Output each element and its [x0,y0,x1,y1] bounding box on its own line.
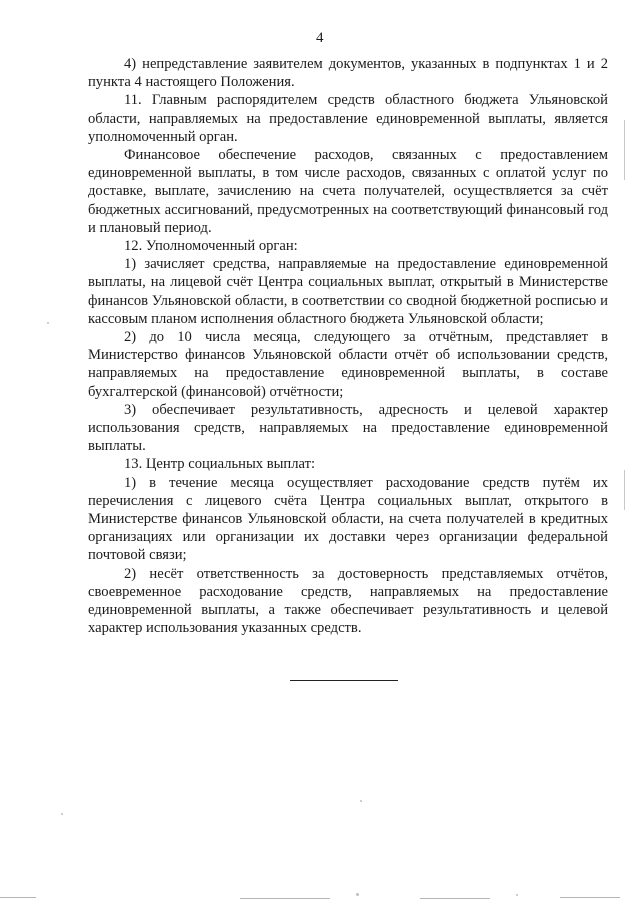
paragraph-13-item-1: 1) в течение месяца осуществляет расходование средств путём их перечисления с лицевого счёта Центра социальных выплат, открытого в Министерстве финансов Ульяновской области, на счета получателей в кредитных организациях или организации их доставки через организации федеральной почтовой связи; [88,474,608,564]
paragraph-12-item-1: 1) зачисляет средства, направляемые на предоставление единовременной выплаты, на лицевой счёт Центра социальных выплат, открытый в Министерстве финансов Ульяновской области, в соответствии со сводной бюджетной росписью и кассовым планом исполнения областного бюджета Ульяновской области; [88,256,608,327]
paragraph-13-item-2: 2) несёт ответственность за достоверность представляемых отчётов, своевременное расходование средств, направляемых на предоставление единовременной выплаты, а также обеспечивает результативность и целевой характер использования указанных средств. [88,565,608,637]
scan-speck [356,893,359,896]
page-number: 4 [316,30,324,46]
scan-edge-line [560,897,620,898]
paragraph-10-item-4: 4) непредставление заявителем документов, указанных в подпунктах 1 и 2 пункта 4 настоящего Положения. [88,56,608,91]
scan-speck [61,813,63,815]
scan-speck [47,322,49,324]
scan-edge-line [0,897,36,898]
scan-edge-line [624,120,625,180]
end-of-text-rule [290,680,398,681]
paragraph-12-item-3: 3) обеспечивает результативность, адресность и целевой характер использования средств, направляемых на предоставление единовременной выплаты. [88,401,608,455]
scan-speck [360,800,362,802]
paragraph-13-heading: 13. Центр социальных выплат: [124,456,316,473]
scan-edge-line [240,898,330,899]
scan-edge-line [420,898,490,899]
paragraph-12-item-2: 2) до 10 числа месяца, следующего за отчётным, представляет в Министерство финансов Ульяновской области отчёт об использовании средств, направляемых на предоставление единовременной выплаты, в составе бухгалтерской (финансовой) отчётности; [88,329,608,400]
document-body [88,55,608,638]
paragraph-12-heading: 12. Уполномоченный орган: [124,238,298,255]
scan-edge-line [624,470,625,510]
scan-speck [516,894,518,896]
paragraph-11-financing: Финансовое обеспечение расходов, связанных с предоставлением единовременной выплаты, в том числе расходов, связанных с оплатой услуг по доставке, выплате, зачислению на счета получателей, осуществляется за счёт бюджетных ассигнований, предусмотренных на соответствующий финансовый год и плановый период. [88,147,608,236]
paragraph-11: 11. Главным распорядителем средств областного бюджета Ульяновской области, направляемых на предоставление единовременной выплаты, является уполномоченный орган. [88,92,608,145]
